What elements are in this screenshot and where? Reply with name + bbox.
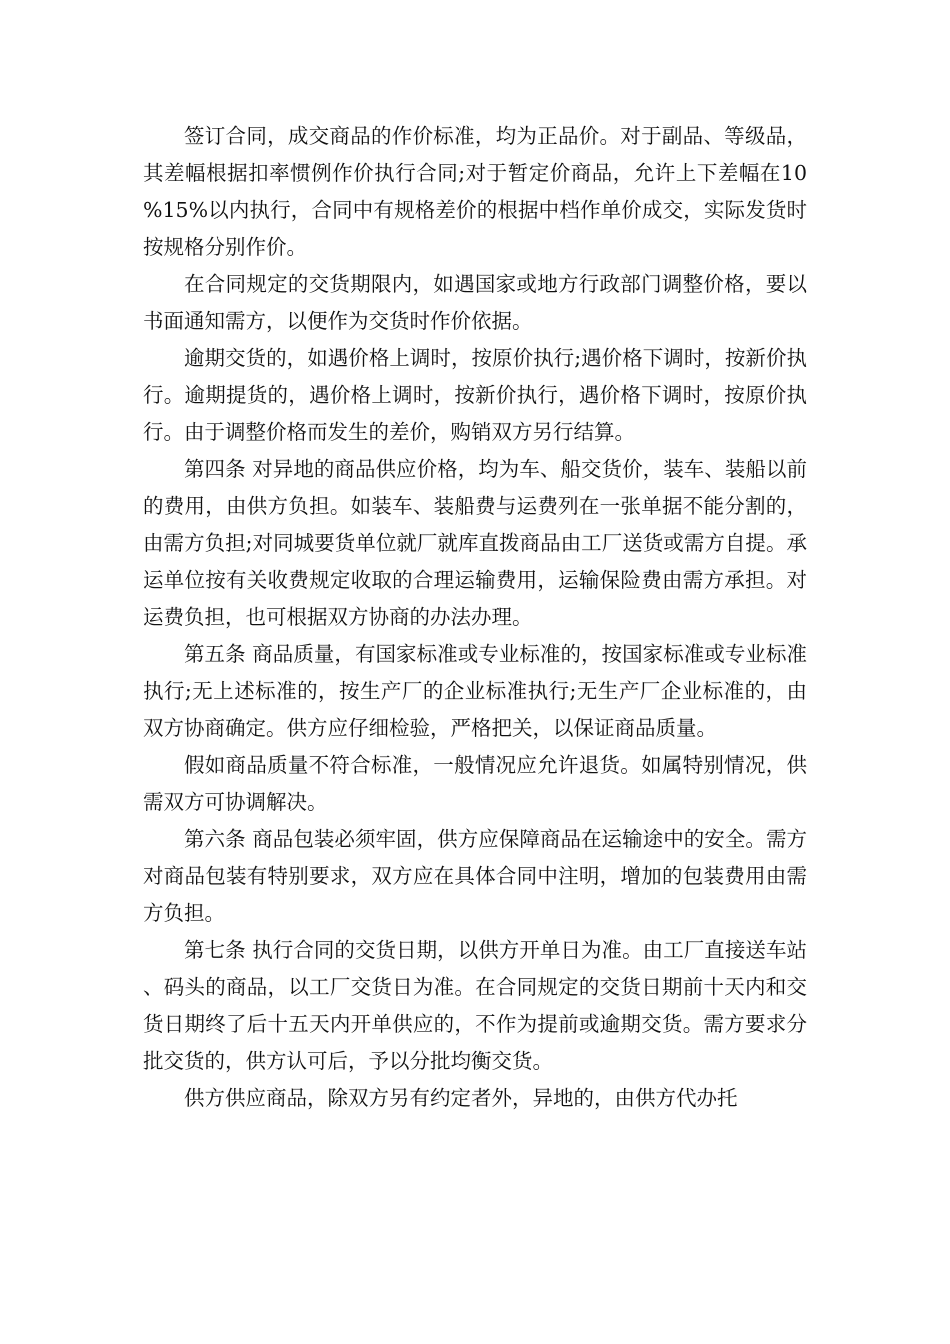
paragraph-supply-shipping: 供方供应商品，除双方另有约定者外，异地的，由供方代办托: [184, 1086, 738, 1110]
paragraph-article-6: 第六条 商品包装必须牢固，供方应保障商品在运输途中的安全。需方对商品包装有特别要求，双方应在具体合同中注明，增加的包装费用由需方负担。: [143, 827, 807, 925]
paragraph-article-7: 第七条 执行合同的交货日期，以供方开单日为准。由工厂直接送车站、码头的商品，以工厂交货日为准。在合同规定的交货日期前十天内和交货日期终了后十五天内开单供应的，不作为提前或逾期交货。需方要求分批交货的，供方认可后，予以分批均衡交货。: [143, 938, 807, 1073]
paragraph-overdue-delivery: 逾期交货的，如遇价格上调时，按原价执行;遇价格下调时，按新价执行。逾期提货的，遇价格上调时，按新价执行，遇价格下调时，按原价执行。由于调整价格而发生的差价，购销双方另行结算。: [143, 346, 807, 444]
paragraph-article-5: 第五条 商品质量，有国家标准或专业标准的，按国家标准或专业标准执行;无上述标准的，按生产厂的企业标准执行;无生产厂企业标准的，由双方协商确定。供方应仔细检验，严格把关，以保证商品质量。: [143, 642, 807, 740]
paragraph-pricing-standard: 签订合同，成交商品的作价标准，均为正品价。对于副品、等级品，其差幅根据扣率惯例作价执行合同;对于暂定价商品，允许上下差幅在10%15%以内执行，合同中有规格差价的根据中档作单价成交，实际发货时按规格分别作价。: [143, 124, 807, 259]
paragraph-price-adjustment-notice: 在合同规定的交货期限内，如遇国家或地方行政部门调整价格，要以书面通知需方，以便作为交货时作价依据。: [143, 272, 807, 333]
paragraph-article-4: 第四条 对异地的商品供应价格，均为车、船交货价，装车、装船以前的费用，由供方负担。如装车、装船费与运费列在一张单据不能分割的，由需方负担;对同城要货单位就厂就库直拨商品由工厂送货或需方自提。承运单位按有关收费规定收取的合理运输费用，运输保险费由需方承担。对运费负担，也可根据双方协商的办法办理。: [143, 457, 807, 629]
paragraph-quality-return: 假如商品质量不符合标准，一般情况应允许退货。如属特别情况，供需双方可协调解决。: [143, 753, 807, 814]
document-body: [143, 118, 807, 1117]
